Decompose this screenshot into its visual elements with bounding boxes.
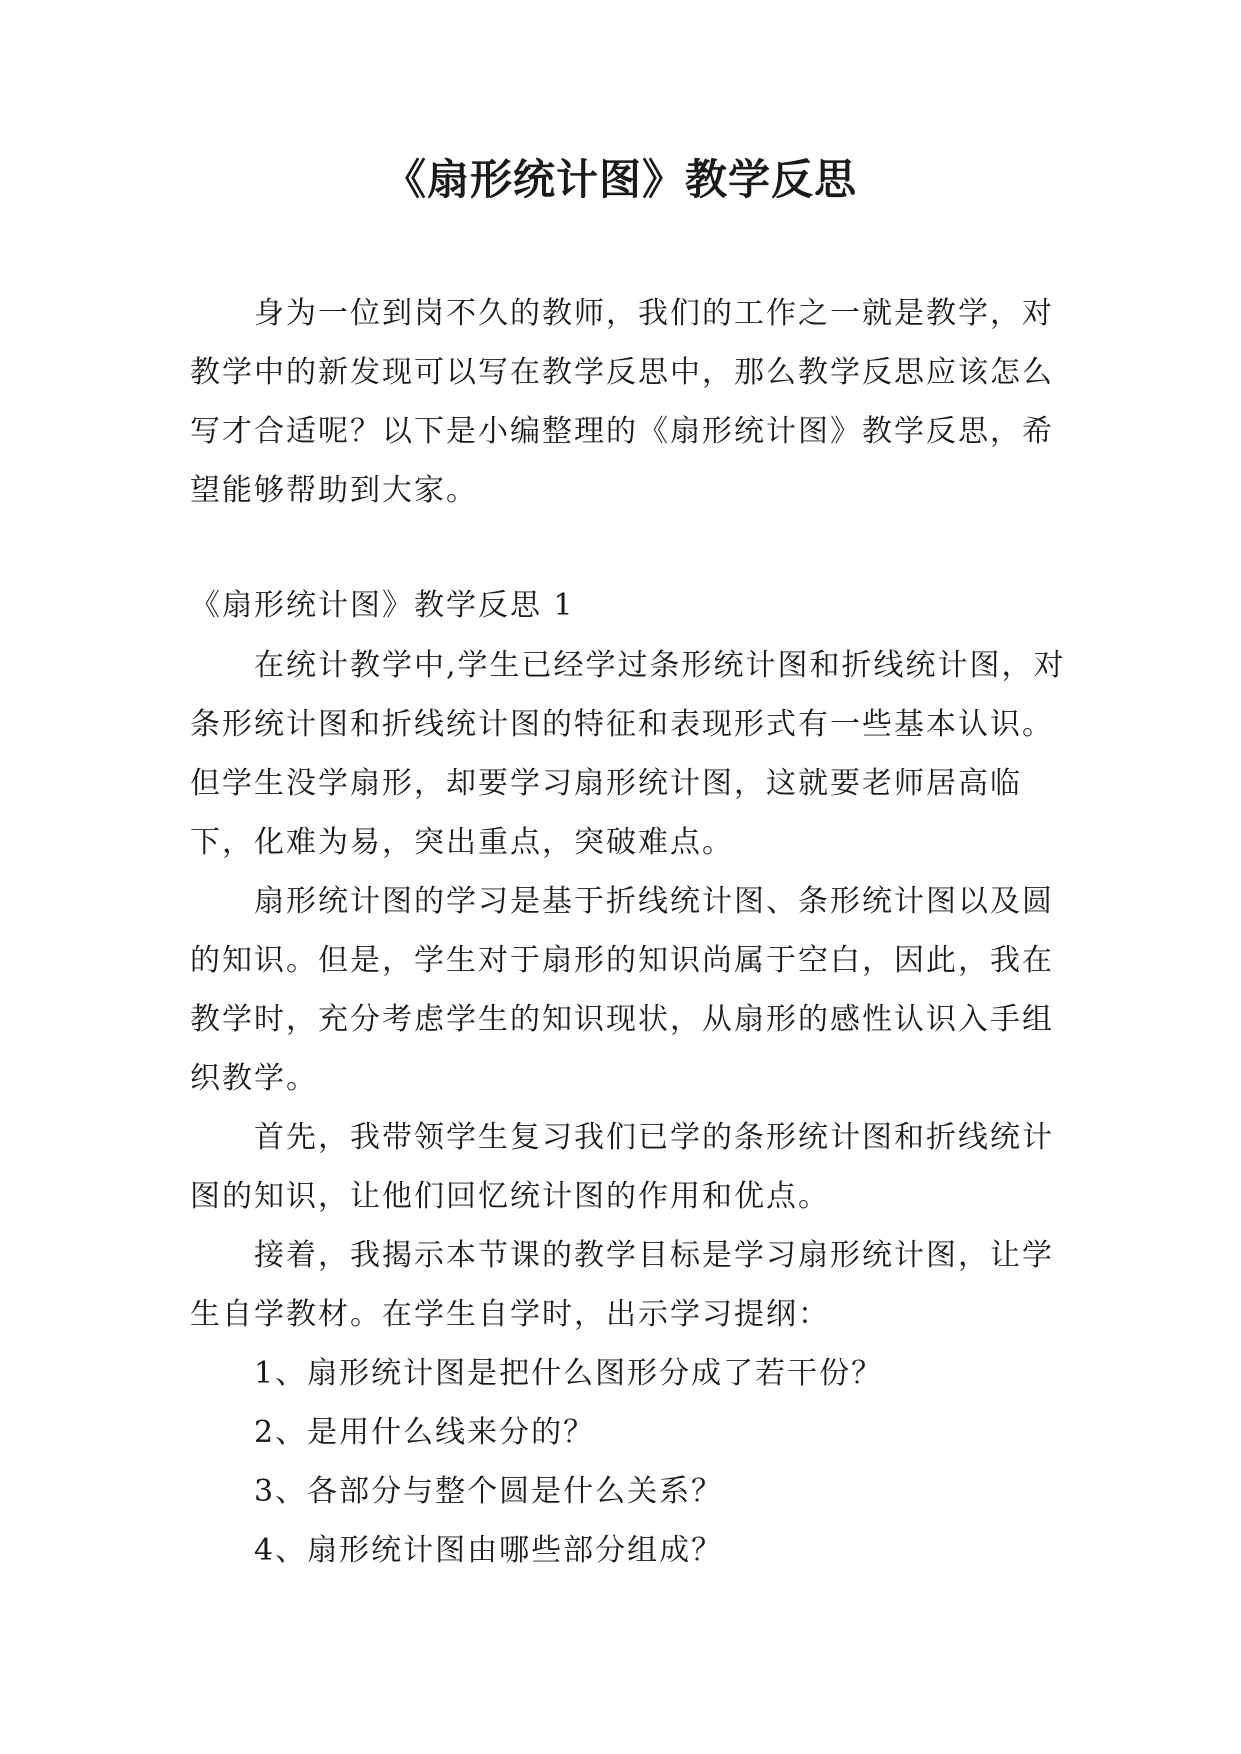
paragraph-1: 在统计教学中,学生已经学过条形统计图和折线统计图，对条形统计图和折线统计图的特征和表现形式有一些基本认识。但学生没学扇形，却要学习扇形统计图，这就要老师居高临下，化难为易，突出重点，突破难点。 bbox=[190, 648, 1066, 860]
paragraph-2: 扇形统计图的学习是基于折线统计图、条形统计图以及圆的知识。但是，学生对于扇形的知识尚属于空白，因此，我在教学时，充分考虑学生的知识现状，从扇形的感性认识入手组织教学。 bbox=[190, 884, 1054, 1096]
paragraph-4: 接着，我揭示本节课的教学目标是学习扇形统计图，让学生自学教材。在学生自学时，出示学习提纲： bbox=[190, 1238, 1054, 1332]
section-1 bbox=[190, 576, 1070, 1580]
paragraph-3: 首先，我带领学生复习我们已学的条形统计图和折线统计图的知识，让他们回忆统计图的作用和优点。 bbox=[190, 1120, 1054, 1214]
list-item: 2、是用什么线来分的？ bbox=[254, 1415, 596, 1450]
intro-paragraph: 身为一位到岗不久的教师，我们的工作之一就是教学，对教学中的新发现可以写在教学反思中，那么教学反思应该怎么写才合适呢？以下是小编整理的《扇形统计图》教学反思，希望能够帮助到大家。 bbox=[190, 296, 1054, 508]
section-heading: 《扇形统计图》教学反思 1 bbox=[190, 588, 575, 623]
document-title: 《扇形统计图》教学反思 bbox=[383, 155, 857, 204]
list-item: 3、各部分与整个圆是什么关系？ bbox=[254, 1474, 724, 1509]
intro-block bbox=[190, 284, 1070, 520]
list-item: 1、扇形统计图是把什么图形分成了若干份？ bbox=[254, 1356, 884, 1391]
list-item: 4、扇形统计图由哪些部分组成？ bbox=[254, 1533, 724, 1568]
